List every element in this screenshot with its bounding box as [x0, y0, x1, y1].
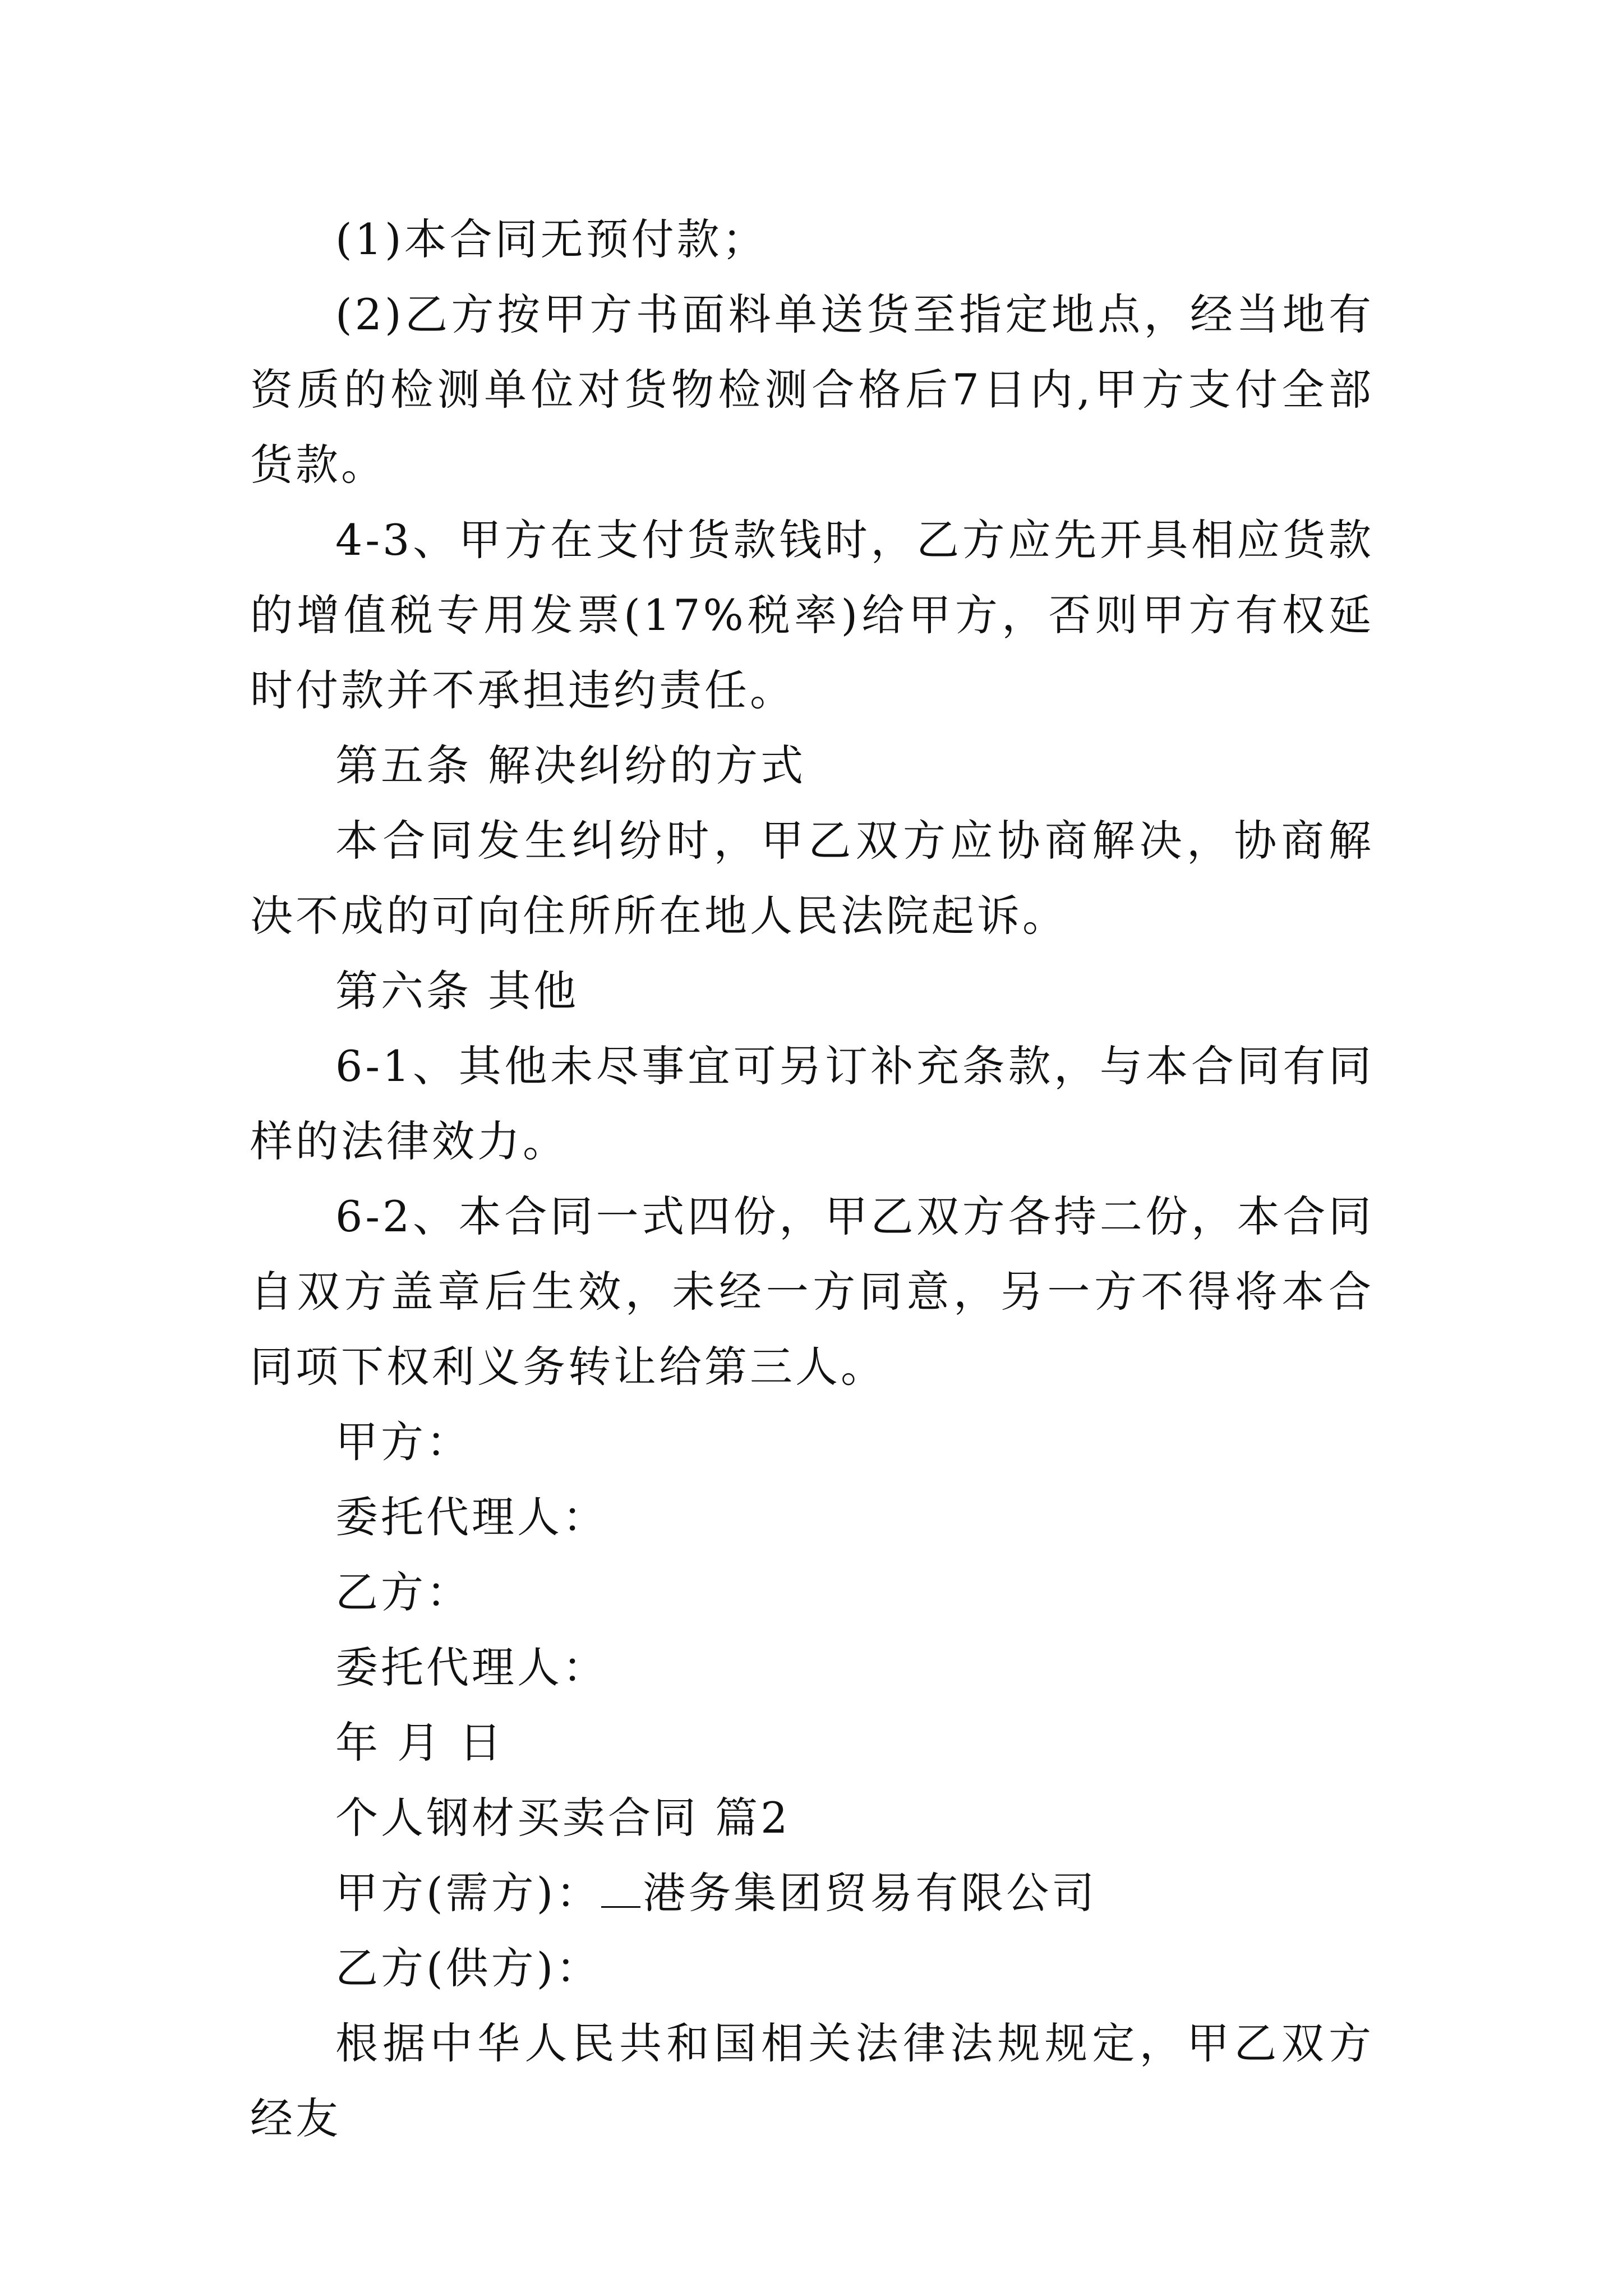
- clause-4-3-invoice: 4-3、甲方在支付货款钱时，乙方应先开具相应货款的增值税专用发票(17%税率)给甲方，否则甲方有权延时付款并不承担违约责任。: [250, 515, 1374, 715]
- party-a-label: 甲方(需方)：: [335, 1868, 602, 1918]
- clause-delivery-payment: (2)乙方按甲方书面料单送货至指定地点，经当地有资质的检测单位对货物检测合格后7日内,甲方支付全部货款。: [250, 289, 1374, 490]
- contract-2-title: 个人钢材买卖合同 篇2: [335, 1793, 791, 1843]
- signature-party-a: 甲方：: [335, 1417, 472, 1467]
- clause-6-2-copies: 6-2、本合同一式四份，甲乙双方各持二份，本合同自双方盖章后生效，未经一方同意，另一方不得将本合同项下权利义务转让给第三人。: [250, 1191, 1374, 1392]
- document-body: [250, 202, 1374, 2156]
- signature-agent-a: 委托代理人：: [335, 1492, 608, 1542]
- signature-agent-b: 委托代理人：: [335, 1642, 608, 1692]
- party-a-line: [250, 1856, 1374, 1931]
- clause-no-prepayment: (1)本合同无预付款；: [335, 214, 768, 264]
- signature-party-b: 乙方：: [335, 1567, 472, 1617]
- contract-2-preamble: 根据中华人民共和国相关法律法规规定，甲乙双方经友: [250, 2018, 1374, 2143]
- signature-date: 年 月 日: [335, 1718, 505, 1768]
- clause-dispute-resolution: 本合同发生纠纷时，甲乙双方应协商解决，协商解决不成的可向住所所在地人民法院起诉。: [250, 816, 1374, 941]
- party-b-line: 乙方(供方)：: [335, 1943, 602, 1993]
- clause-6-1-supplement: 6-1、其他未尽事宜可另订补充条款，与本合同有同样的法律效力。: [250, 1041, 1374, 1166]
- fill-in-blank: [601, 1872, 640, 1908]
- article-5-heading: 第五条 解决纠纷的方式: [335, 740, 806, 790]
- article-6-heading: 第六条 其他: [335, 966, 579, 1016]
- party-a-name: 港务集团贸易有限公司: [643, 1868, 1098, 1918]
